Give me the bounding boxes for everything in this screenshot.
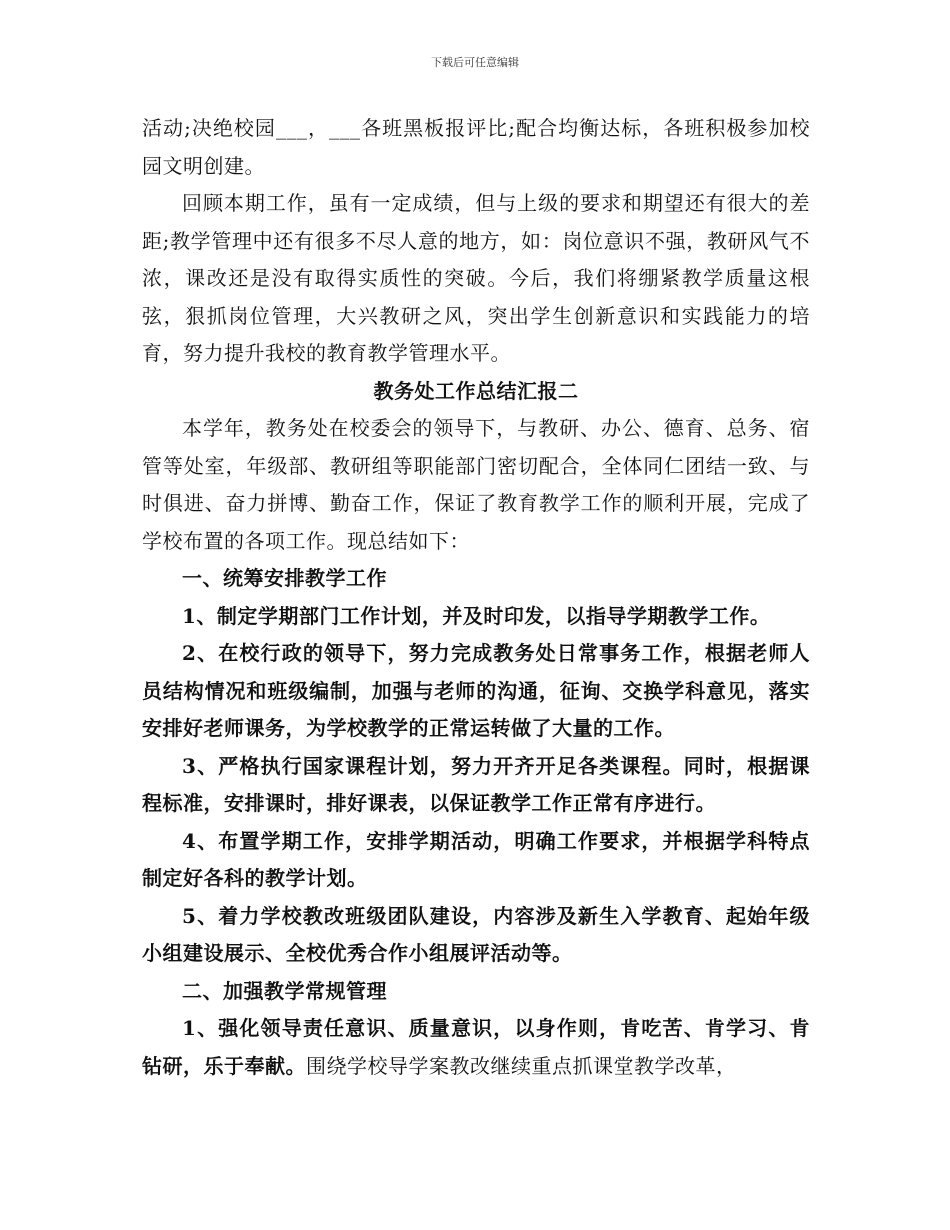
item-1: 1、制定学期部门工作计划，并及时印发，以指导学期教学工作。 [182, 603, 771, 628]
leadership-bold-text: 1、强化领导责任意识、质量意识，以身作则，肯吃苦、肯学习、肯钻研，乐于奉献。 [142, 1016, 810, 1078]
leadership-normal-text: 围绕学校导学案教改继续重点抓课堂教学改革， [306, 1053, 737, 1078]
paragraph-review: 回顾本期工作，虽有一定成绩，但与上级的要求和期望还有很大的差距;教学管理中还有很多不尽人意的地方，如：岗位意识不强，教研风气不浓，课改还是没有取得实质性的突破。今后，我们将绷紧教学质量这根弦，狠抓岗位管理，大兴教研之风，突出学生创新意识和实践能力的培育，努力提升我校的教育教学管理水平。 [142, 191, 810, 365]
page-header: 下载后可任意编辑 [431, 56, 519, 69]
item-2: 2、在校行政的领导下，努力完成教务处日常事务工作，根据老师人员结构情况和班级编制，加强与老师的沟通，征询、交换学科意见，落实安排好老师课务，为学校教学的正常运转做了大量的工作。 [142, 641, 810, 740]
paragraph-intro: 本学年，教务处在校委会的领导下，与教研、办公、德育、总务、宿管等处室，年级部、教研组等职能部门密切配合，全体同仁团结一致、与时俱进、奋力拼博、勤奋工作，保证了教育教学工作的顺利开展，完成了学校布置的各项工作。现总结如下： [142, 416, 810, 553]
item-4: 4、布置学期工作，安排学期活动，明确工作要求，并根据学科特点制定好各科的教学计划。 [142, 828, 810, 890]
paragraph-leadership [142, 1010, 810, 1085]
heading-one: 一、统筹安排教学工作 [182, 566, 387, 590]
paragraph-continuation: 活动;决绝校园___，___各班黑板报评比;配合均衡达标，各班积极参加校园文明创建。 [142, 116, 810, 178]
document-body [142, 110, 810, 1085]
section-title: 教务处工作总结汇报二 [373, 378, 579, 403]
item-3: 3、严格执行国家课程计划，努力开齐开足各类课程。同时，根据课程标准，安排课时，排好课表，以保证教学工作正常有序进行。 [142, 753, 810, 815]
item-5: 5、着力学校教改班级团队建设，内容涉及新生入学教育、起始年级小组建设展示、全校优秀合作小组展评活动等。 [142, 903, 810, 965]
heading-two: 二、加强教学常规管理 [182, 978, 387, 1003]
